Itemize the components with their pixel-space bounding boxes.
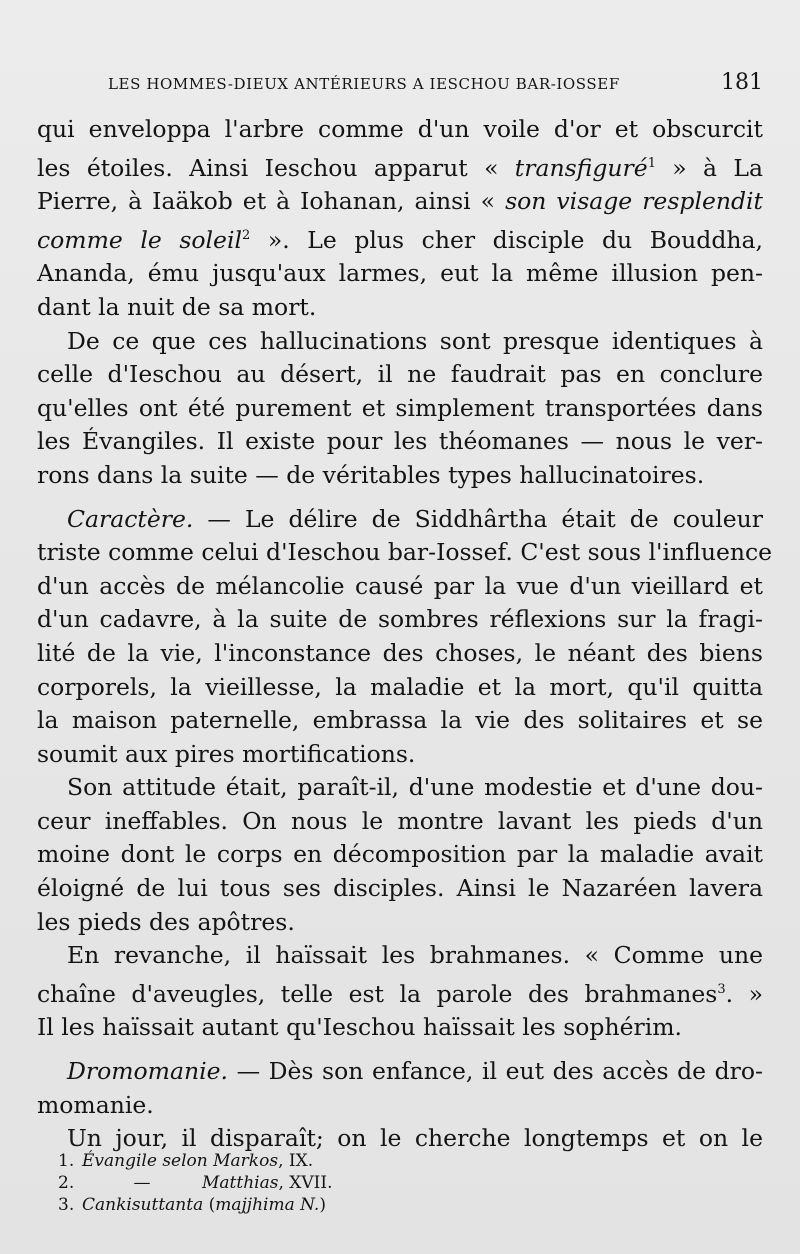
paragraph-1 [37, 113, 763, 325]
text-line: d'un cadavre, à la suite de sombres réflexions sur la fragi- [37, 605, 763, 634]
footnote-ref: 3 [717, 981, 726, 997]
footnote-ref: 1 [647, 155, 656, 171]
text-line: Son attitude était, paraît-il, d'une modestie et d'une dou- [67, 773, 763, 802]
text-line: comme le soleil$^2$ ». Le plus cher disciple du Bouddha, [37, 225, 764, 254]
text-line: celle d'Ieschou au désert, il ne faudrait pas en conclure [37, 360, 763, 389]
text-line: chaîne d'aveugles, telle est la parole des brahmanes$^3$. » [37, 979, 763, 1008]
text-line: De ce que ces hallucinations sont presque identiques à [67, 326, 763, 355]
paragraph-5 [37, 939, 763, 1045]
text-line: rons dans la suite — de véritables types hallucinatoires. [37, 460, 705, 489]
text-line: corporels, la vieillesse, la maladie et la mort, qu'il quitta [37, 672, 763, 701]
text-line: Caractère. — Le délire de Siddhârtha était de couleur [67, 504, 763, 533]
section-heading: Dromomanie. [67, 1057, 228, 1086]
text-line: Il les haïssait autant qu'Ieschou haïssait les sophérim. [37, 1013, 682, 1042]
text-line: momanie. [37, 1090, 154, 1119]
paragraph-4 [37, 771, 763, 939]
text-line: ceur ineffables. On nous le montre lavant les pieds d'un [37, 806, 763, 835]
text-line: Dromomanie. — Dès son enfance, il eut des accès de dro- [67, 1057, 763, 1086]
text-line: les pieds des apôtres. [37, 907, 295, 936]
page-header [108, 70, 763, 95]
text-line: En revanche, il haïssait les brahmanes. « Comme une [67, 941, 763, 970]
body-text [37, 113, 773, 1156]
text-line: qu'elles ont été purement et simplement transportées dans [37, 393, 763, 422]
page-number: 181 [721, 70, 763, 95]
paragraph-2 [37, 325, 763, 493]
footnote-1: 1. Évangile selon Markos, IX. [58, 1151, 314, 1171]
text-line: éloigné de lui tous ses disciples. Ainsi le Nazaréen lavera [37, 874, 763, 903]
paragraph-3 [37, 503, 773, 772]
text-line: dant la nuit de sa mort. [37, 292, 317, 321]
text-line: soumit aux pires mortifications. [37, 739, 416, 768]
text-line: d'un accès de mélancolie causé par la vue d'un vieillard et [37, 571, 763, 600]
text-line: Pierre, à Iaäkob et à Iohanan, ainsi « son visage resplendit [37, 187, 764, 216]
footnotes [58, 1150, 658, 1216]
text-line: lité de la vie, l'inconstance des choses, le néant des biens [37, 638, 763, 667]
running-title: LES HOMMES-DIEUX ANTÉRIEURS A IESCHOU BAR-IOSSEF [108, 75, 620, 93]
text-line: moine dont le corps en décomposition par la maladie avait [37, 840, 763, 869]
text-line: triste comme celui d'Ieschou bar-Iossef. C'est sous l'influence [37, 538, 773, 567]
text-line: qui enveloppa l'arbre comme d'un voile d'or et obscurcit [37, 115, 763, 143]
text-line: la maison paternelle, embrassa la vie des solitaires et se [37, 706, 763, 735]
footnote-2: 2. — Matthias, XVII. [58, 1173, 333, 1193]
section-heading: Caractère. [67, 504, 194, 533]
text-line: Un jour, il disparaît; on le cherche longtemps et on le [67, 1124, 763, 1153]
text-line: Ananda, ému jusqu'aux larmes, eut la même illusion pen- [37, 259, 763, 288]
paragraph-6 [37, 1055, 763, 1122]
footnote-ref: 2 [242, 227, 251, 243]
text-line: les Évangiles. Il existe pour les théomanes — nous le ver- [37, 427, 763, 456]
footnote-3: 3. Cankisuttanta (majjhima N.) [58, 1195, 326, 1215]
text-line: les étoiles. Ainsi Ieschou apparut « transfiguré$^1$ » à La [37, 153, 763, 182]
